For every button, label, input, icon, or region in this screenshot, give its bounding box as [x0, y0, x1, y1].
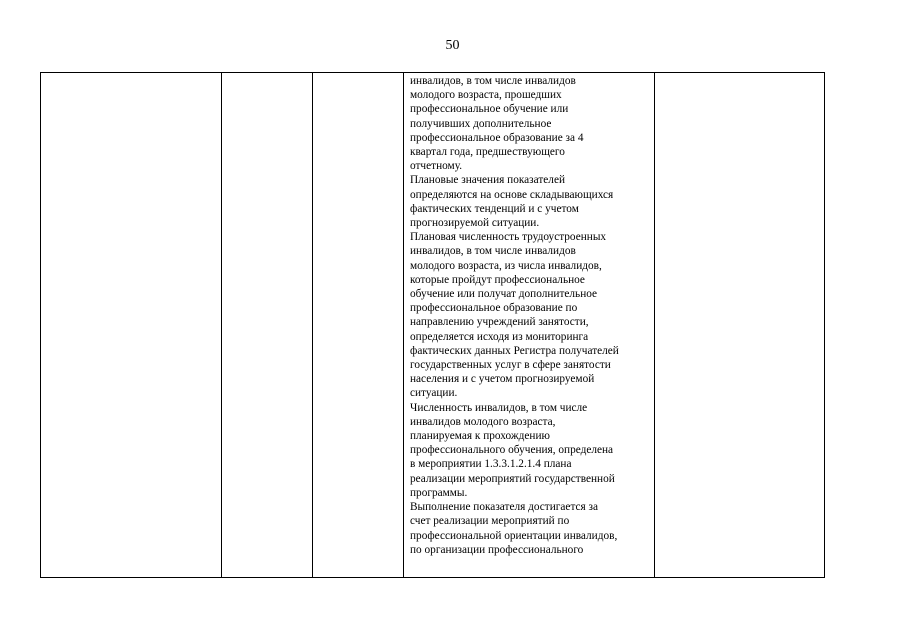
- description-line: получивших дополнительное: [410, 117, 552, 130]
- table-cell-col5: [655, 73, 825, 578]
- description-line: реализации мероприятий государственной: [410, 472, 615, 485]
- description-line: молодого возраста, из числа инвалидов,: [410, 259, 602, 272]
- description-line: населения и с учетом прогнозируемой: [410, 373, 595, 386]
- table-cell-col1: [41, 73, 222, 578]
- description-line: определяется исходя из мониторинга: [410, 330, 589, 343]
- table-cell-col3: [313, 73, 404, 578]
- description-line: инвалидов, в том числе инвалидов: [410, 75, 576, 87]
- description-line: инвалидов молодого возраста,: [410, 415, 556, 428]
- description-line: Численность инвалидов, в том числе: [410, 401, 588, 414]
- description-line: профессиональное образование по: [410, 302, 578, 315]
- description-line: ситуации.: [410, 387, 458, 400]
- table-cell-description: [404, 73, 655, 578]
- description-line: фактических данных Регистра получателей: [410, 344, 619, 357]
- description-line: квартал года, предшествующего: [410, 146, 565, 159]
- description-line: профессионального обучения, определена: [410, 444, 614, 457]
- description-line: фактических тенденций и с учетом: [410, 202, 579, 215]
- table-row: [41, 73, 825, 578]
- table-cell-col2: [222, 73, 313, 578]
- description-text: [404, 73, 654, 557]
- description-line: профессиональное обучение или: [410, 103, 569, 116]
- description-line: обучение или получат дополнительное: [410, 288, 598, 301]
- description-line: прогнозируемой ситуации.: [410, 217, 540, 230]
- description-line: в мероприятии 1.3.3.1.2.1.4 плана: [410, 458, 572, 471]
- description-line: отчетному.: [410, 160, 463, 173]
- indicator-table: [40, 72, 825, 578]
- description-line: направлению учреждений занятости,: [410, 316, 589, 329]
- description-line: профессиональной ориентации инвалидов,: [410, 529, 618, 542]
- description-line: определяются на основе складывающихся: [410, 188, 614, 201]
- description-line: программы.: [410, 486, 468, 499]
- description-line: Плановые значения показателей: [410, 174, 566, 187]
- description-line: профессиональное образование за 4: [410, 131, 584, 144]
- description-line: Плановая численность трудоустроенных: [410, 231, 607, 244]
- description-line: по организации профессионального: [410, 543, 584, 556]
- description-line: Выполнение показателя достигается за: [410, 501, 599, 514]
- description-line: которые пройдут профессиональное: [410, 273, 585, 286]
- description-line: государственных услуг в сфере занятости: [410, 359, 611, 372]
- page-number: 50: [445, 38, 460, 53]
- description-line: инвалидов, в том числе инвалидов: [410, 245, 576, 258]
- description-line: счет реализации мероприятий по: [410, 515, 570, 528]
- description-line: молодого возраста, прошедших: [410, 89, 562, 102]
- description-line: планируемая к прохождению: [410, 430, 550, 443]
